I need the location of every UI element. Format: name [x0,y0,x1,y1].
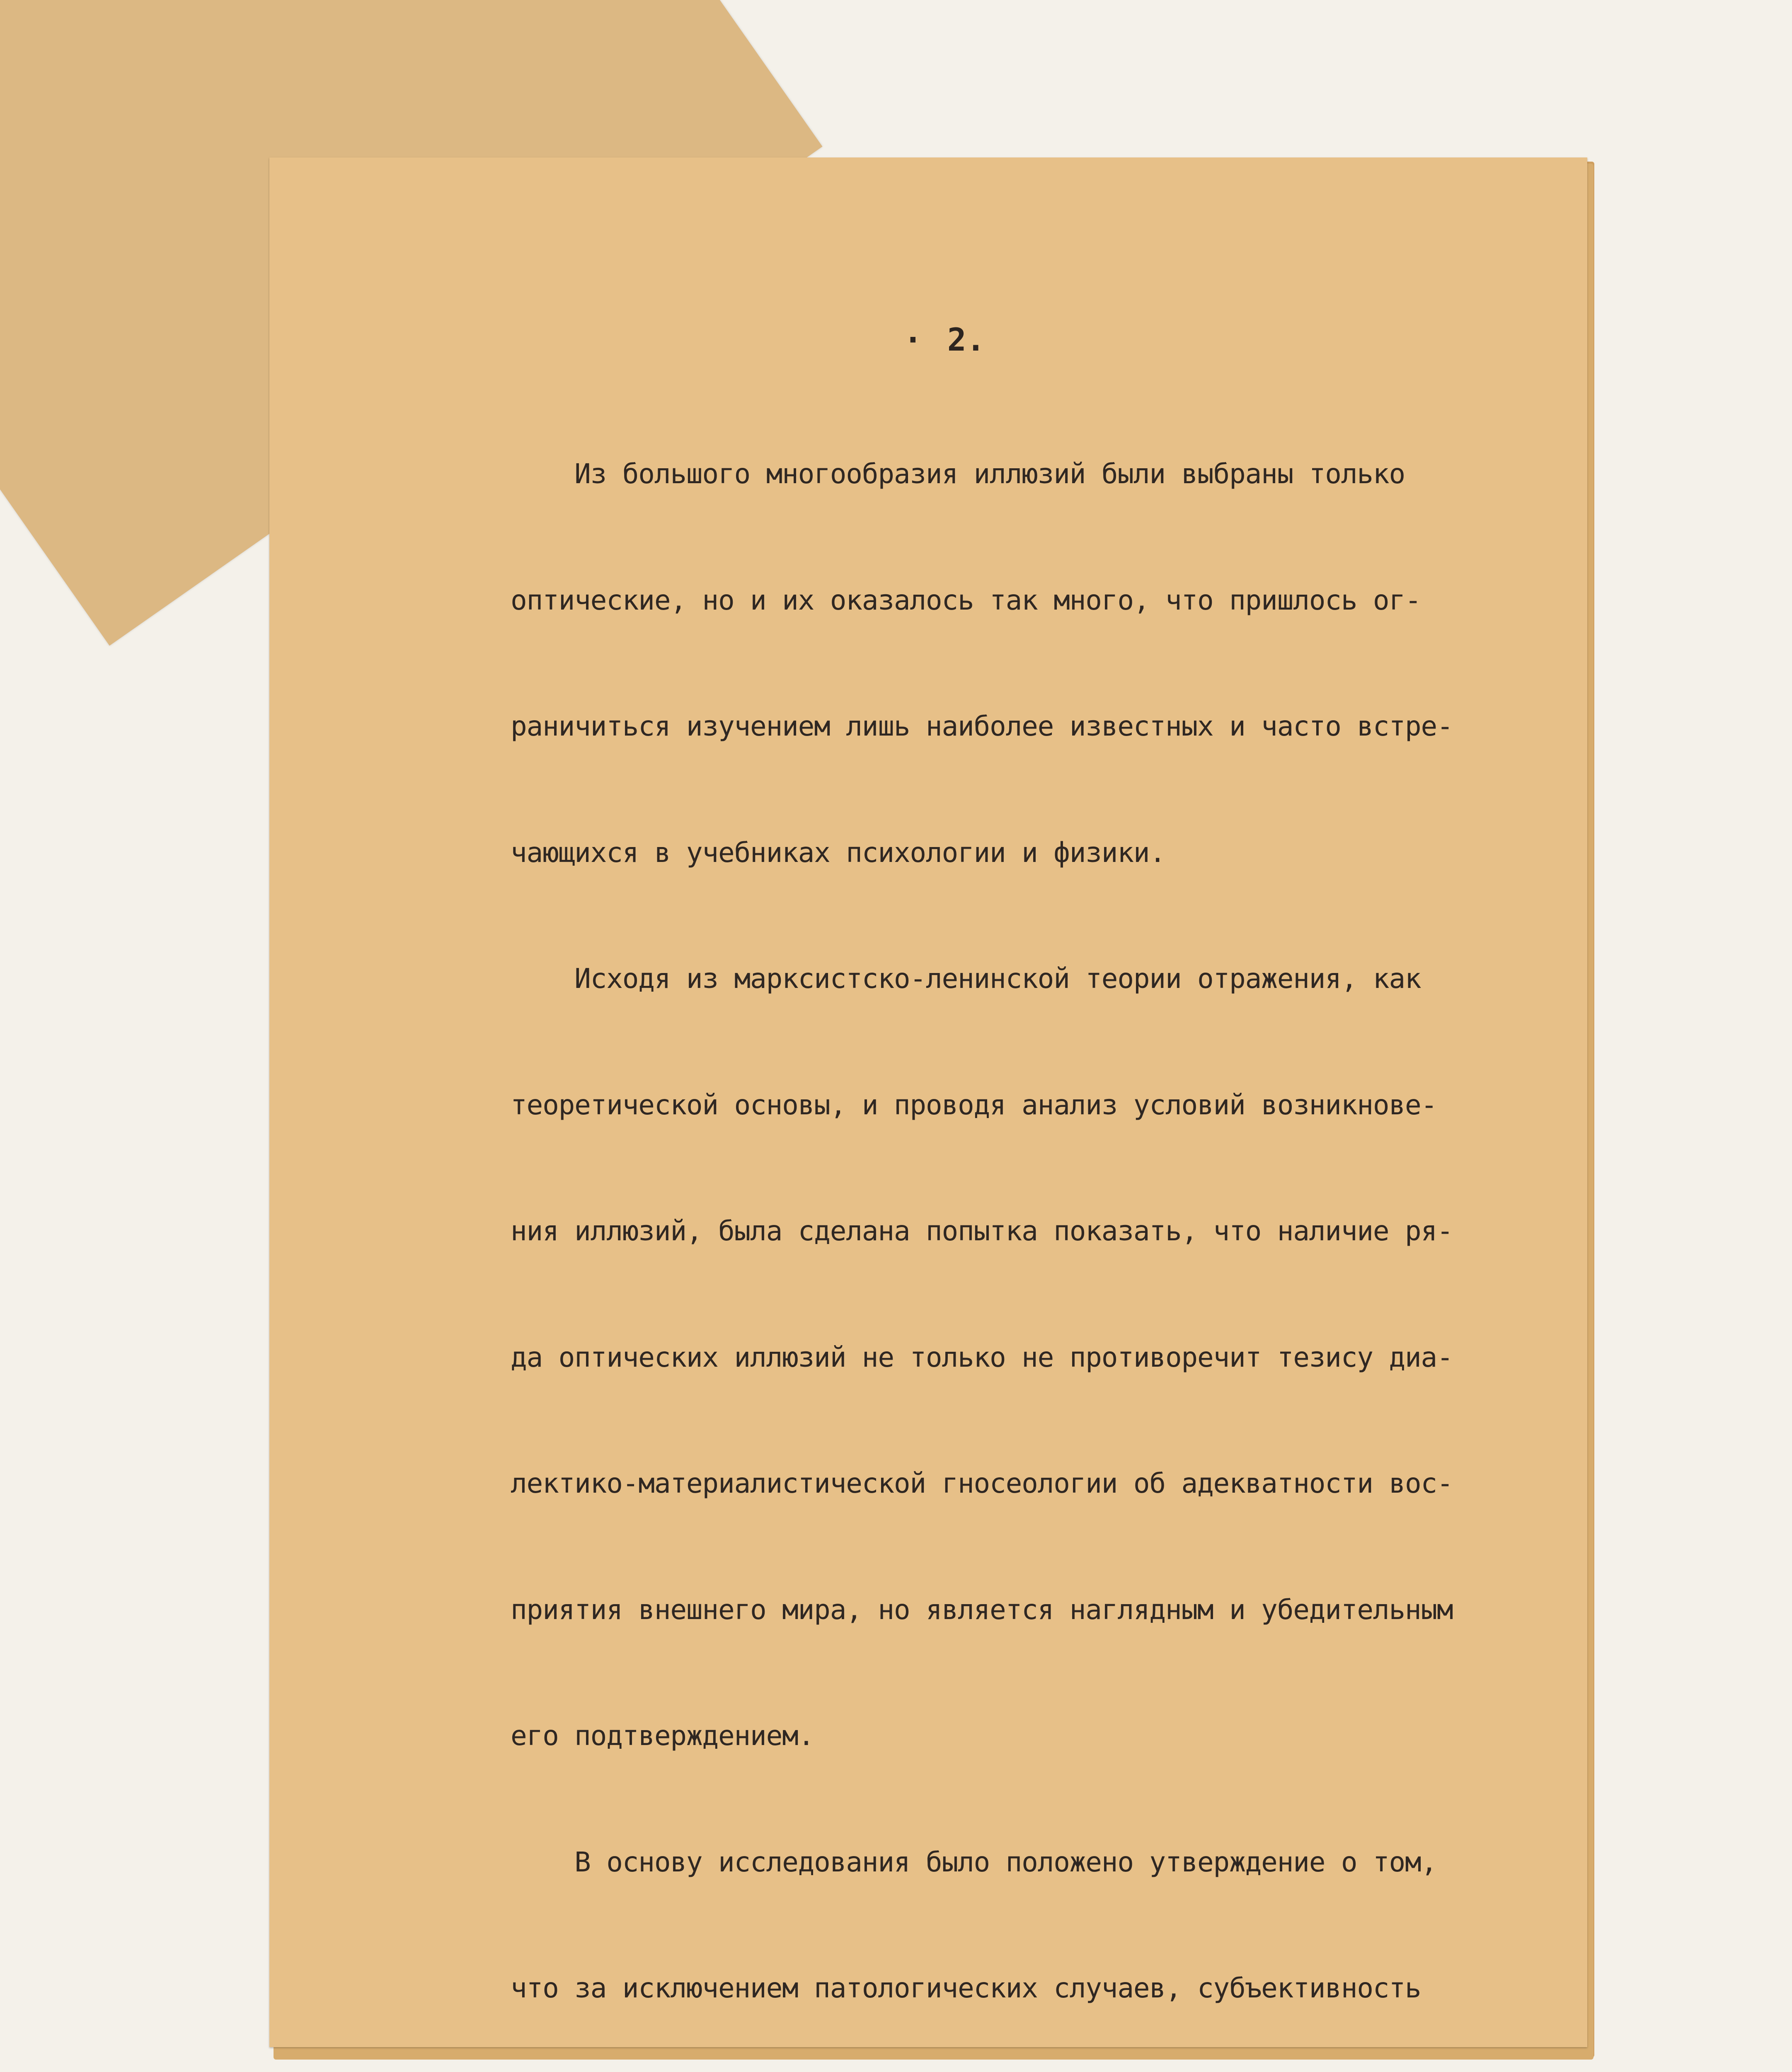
page-number-dot: · [903,321,923,358]
text-line: да оптических иллюзий не только не противоречит тезису диа- [511,1341,1453,1373]
text-line: теоретической основы, и проводя анализ условий возникнове- [511,1089,1437,1121]
text-line: приятия внешнего мира, но является наглядным и убедительным [511,1593,1453,1626]
text-line: его подтверждением. [511,1720,814,1752]
text-line: раничиться изучением лишь наиболее известных и часто встре- [511,710,1453,742]
text-line: оптические, но и их оказалось так много, что пришлось ог- [511,584,1421,616]
page-number-value: 2. [947,321,986,358]
text-line: что за исключением патологических случаев, субъективность [511,1972,1421,2004]
typed-text-body [511,369,1526,2072]
text-line: В основу исследования было положено утверждение о том, [511,1846,1437,1878]
text-line: чающихся в учебниках психологии и физики. [511,836,1165,869]
page-number [903,321,985,358]
text-line: Из большого многообразия иллюзий были выбраны только [511,458,1405,490]
text-line: ния иллюзий, была сделана попытка показать, что наличие ря- [511,1215,1453,1247]
text-line: Исходя из марксистско-ленинской теории отражения, как [511,963,1421,995]
text-line: лектико-материалистической гносеологии об адекватности вос- [511,1467,1453,1499]
